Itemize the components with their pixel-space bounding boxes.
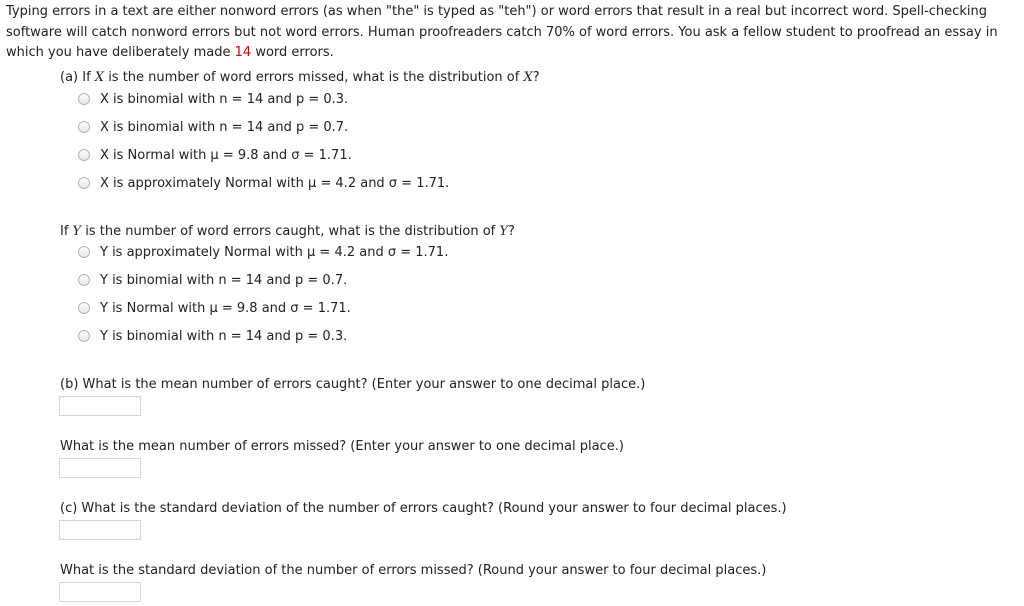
option-label: X is binomial with n = 14 and p = 0.3. <box>100 91 349 107</box>
option-label: Y is binomial with n = 14 and p = 0.3. <box>100 328 348 344</box>
radio-button[interactable] <box>78 149 90 161</box>
option-y-1[interactable] <box>78 243 448 261</box>
option-x-1[interactable] <box>78 90 348 108</box>
answer-input-sd-caught[interactable] <box>59 520 141 540</box>
intro-end: word errors. <box>251 45 334 60</box>
answer-input-mean-caught[interactable] <box>59 396 141 416</box>
option-x-3[interactable] <box>78 146 352 164</box>
option-y-3[interactable] <box>78 299 351 317</box>
option-label: Y is Normal with μ = 9.8 and σ = 1.71. <box>100 300 351 316</box>
answer-input-mean-missed[interactable] <box>59 458 141 478</box>
radio-button[interactable] <box>78 246 90 258</box>
question-a-y: If Y is the number of word errors caught, what is the distribution of Y? <box>60 224 515 239</box>
option-label: X is approximately Normal with μ = 4.2 and σ = 1.71. <box>100 175 450 191</box>
problem-intro <box>6 2 1018 64</box>
radio-button[interactable] <box>78 274 90 286</box>
question-b-mean-missed: What is the mean number of errors missed? (Enter your answer to one decimal place.) <box>60 439 624 454</box>
option-y-4[interactable] <box>78 327 347 345</box>
intro-text: Typing errors in a text are either nonword errors (as when "the" is typed as "teh") or word errors that result in a real but incorrect word. Spell-checking software will catch nonword errors but not word errors. Human proofreaders catch 70% of word errors. You ask a fellow student to proofread an essay in which you have deliberately made <box>6 4 998 60</box>
radio-button[interactable] <box>78 93 90 105</box>
option-x-4[interactable] <box>78 174 449 192</box>
option-label: Y is binomial with n = 14 and p = 0.7. <box>100 272 348 288</box>
question-b-mean-caught: (b) What is the mean number of errors caught? (Enter your answer to one decimal place.) <box>60 377 646 392</box>
answer-input-sd-missed[interactable] <box>59 582 141 602</box>
radio-button[interactable] <box>78 177 90 189</box>
radio-button[interactable] <box>78 121 90 133</box>
option-label: X is binomial with n = 14 and p = 0.7. <box>100 119 349 135</box>
option-label: X is Normal with μ = 9.8 and σ = 1.71. <box>100 147 352 163</box>
error-count: 14 <box>234 45 252 60</box>
option-label: Y is approximately Normal with μ = 4.2 and σ = 1.71. <box>100 244 449 260</box>
radio-button[interactable] <box>78 302 90 314</box>
question-c-sd-caught: (c) What is the standard deviation of the number of errors caught? (Round your answer to four decimal places.) <box>60 501 787 516</box>
option-y-2[interactable] <box>78 271 347 289</box>
question-a-x: (a) If X is the number of word errors missed, what is the distribution of X? <box>60 70 540 85</box>
option-x-2[interactable] <box>78 118 348 136</box>
question-c-sd-missed: What is the standard deviation of the number of errors missed? (Round your answer to four decimal places.) <box>60 563 767 578</box>
radio-button[interactable] <box>78 330 90 342</box>
